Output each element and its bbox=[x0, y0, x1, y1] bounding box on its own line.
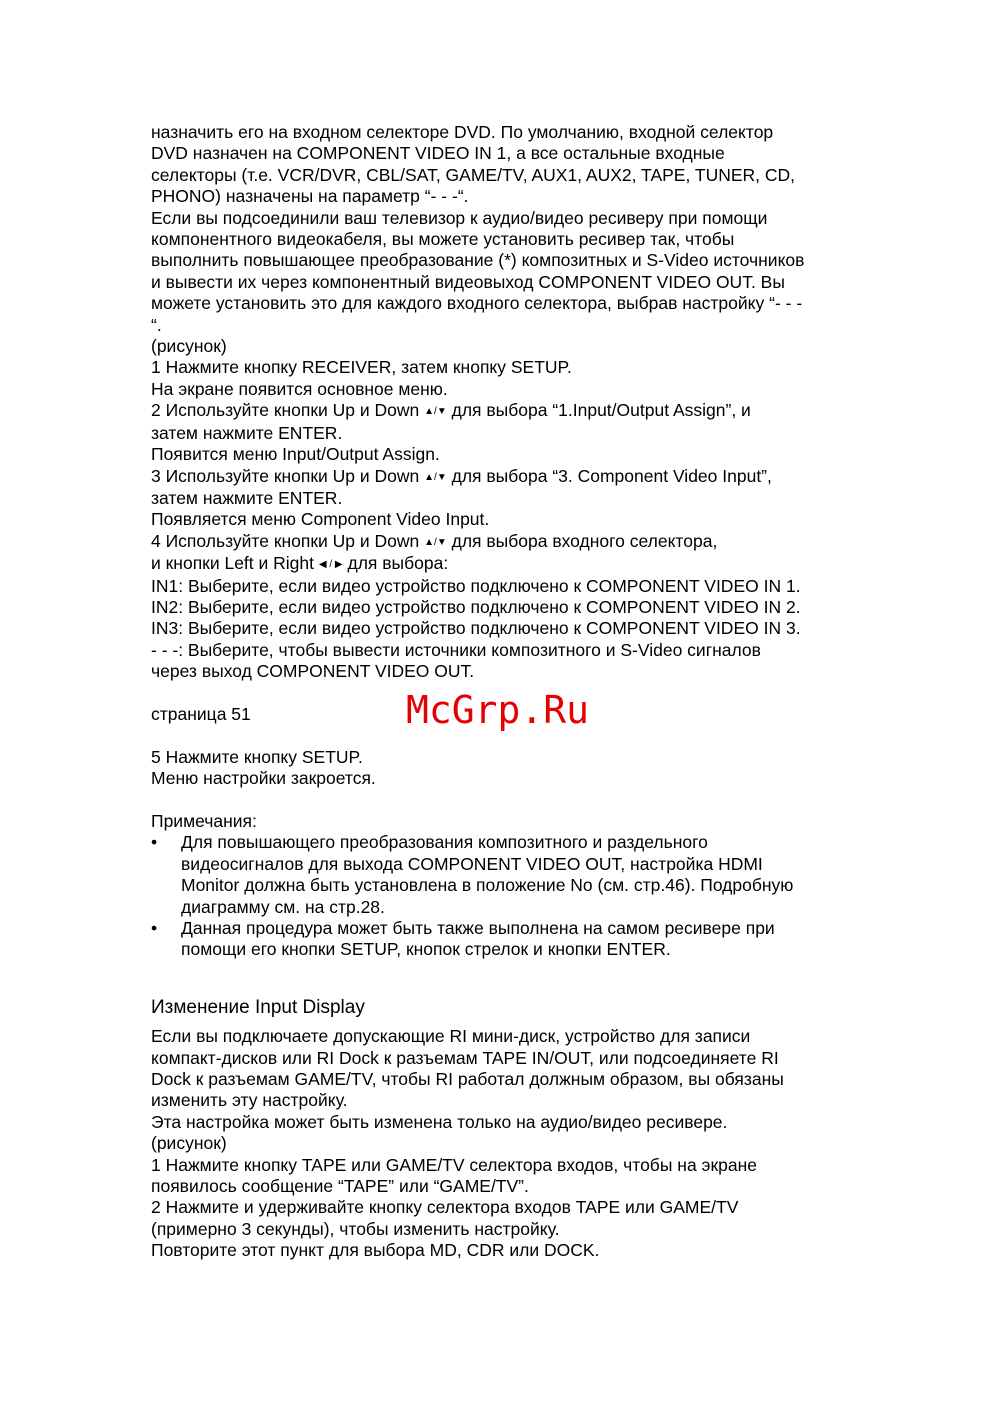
step-4-line bbox=[151, 531, 851, 553]
option-line: IN2: Выберите, если видео устройство подключено к COMPONENT VIDEO IN 2. bbox=[151, 596, 801, 617]
note-line: видеосигналов для выхода COMPONENT VIDEO OUT, настройка HDMI bbox=[181, 853, 763, 874]
step-5-line: 5 Нажмите кнопку SETUP. bbox=[151, 746, 363, 767]
note-item bbox=[151, 832, 851, 918]
step-2-line bbox=[151, 400, 851, 422]
step-4-text: 4 Используйте кнопки Up и Down bbox=[151, 530, 420, 551]
step-2-text-cont: для выбора “1.Input/Output Assign”, и bbox=[451, 400, 751, 421]
page-label: страница 51 bbox=[151, 703, 251, 724]
step-3-text: 3 Используйте кнопки Up и Down bbox=[151, 465, 420, 486]
note-line: Для повышающего преобразования композитного и раздельного bbox=[181, 832, 708, 853]
notes-title: Примечания: bbox=[151, 810, 257, 831]
intro-line: PHONO) назначены на параметр “- - -“. bbox=[151, 186, 469, 207]
section-line: появилось сообщение “TAPE” или “GAME/TV”. bbox=[151, 1176, 529, 1197]
step-4-text-cont: для выбора входного селектора, bbox=[451, 530, 718, 551]
step-4-text-cont: для выбора: bbox=[347, 553, 449, 574]
note-line: Данная процедура может быть также выполнена на самом ресивере при bbox=[181, 917, 775, 938]
step-2-line: затем нажмите ENTER. bbox=[151, 422, 343, 443]
step-3-result: Появляется меню Component Video Input. bbox=[151, 509, 490, 530]
step-2-text: 2 Используйте кнопки Up и Down bbox=[151, 400, 420, 421]
section-line: компакт-дисков или RI Dock к разъемам TAPE IN/OUT, или подсоединяете RI bbox=[151, 1047, 779, 1068]
intro-line: DVD назначен на COMPONENT VIDEO IN 1, а все остальные входные bbox=[151, 143, 725, 164]
note-item bbox=[151, 918, 851, 961]
option-line: - - -: Выберите, чтобы вывести источники композитного и S-Video сигналов bbox=[151, 639, 761, 660]
section-line: 2 Нажмите и удерживайте кнопку селектора входов TAPE или GAME/TV bbox=[151, 1197, 739, 1218]
step-2-result: Появится меню Input/Output Assign. bbox=[151, 444, 440, 465]
step-4-text: и кнопки Left и Right bbox=[151, 553, 315, 574]
left-right-arrows-icon: ◀ / ▶ bbox=[318, 559, 343, 571]
note-line: Monitor должна быть установлена в положение No (см. стр.46). Подробную bbox=[181, 875, 794, 896]
intro-line: селекторы (т.е. VCR/DVR, CBL/SAT, GAME/TV, AUX1, AUX2, TAPE, TUNER, CD, bbox=[151, 164, 796, 185]
section-line: Dock к разъемам GAME/TV, чтобы RI работал должным образом, вы обязаны bbox=[151, 1069, 784, 1089]
intro-line: (рисунок) bbox=[151, 336, 227, 357]
note-line: помощи его кнопки SETUP, кнопок стрелок и кнопки ENTER. bbox=[181, 939, 671, 960]
section-line: 1 Нажмите кнопку TAPE или GAME/TV селектора входов, чтобы на экране bbox=[151, 1154, 757, 1175]
up-down-arrows-icon: ▲/▼ bbox=[424, 471, 447, 483]
intro-line: выполнить повышающее преобразование (*) композитных и S-Video источников bbox=[151, 250, 805, 271]
intro-line: компонентного видеокабеля, вы можете установить ресивер так, чтобы bbox=[151, 229, 735, 250]
note-line: диаграмму см. на стр.28. bbox=[181, 896, 385, 917]
section-line: изменить эту настройку. bbox=[151, 1090, 348, 1111]
up-down-arrows-icon: ▲/▼ bbox=[424, 406, 447, 418]
up-down-arrows-icon: ▲/▼ bbox=[424, 536, 447, 548]
intro-line: На экране появится основное меню. bbox=[151, 378, 448, 399]
option-line: через выход COMPONENT VIDEO OUT. bbox=[151, 661, 475, 682]
step-3-text-cont: для выбора “3. Component Video Input”, bbox=[451, 465, 772, 486]
intro-line: назначить его на входном селекторе DVD. По умолчанию, входной селектор bbox=[151, 122, 774, 142]
bullet-icon: • bbox=[151, 917, 158, 938]
section-line: Повторите этот пункт для выбора MD, CDR или DOCK. bbox=[151, 1240, 600, 1261]
step-3-line: затем нажмите ENTER. bbox=[151, 487, 343, 508]
step-3-line bbox=[151, 466, 851, 488]
section-heading: Изменение Input Display bbox=[151, 997, 365, 1019]
step-4-line bbox=[151, 553, 851, 575]
section-line: Если вы подключаете допускающие RI мини-диск, устройство для записи bbox=[151, 1026, 751, 1047]
option-line: IN3: Выберите, если видео устройство подключено к COMPONENT VIDEO IN 3. bbox=[151, 618, 801, 639]
section-line: (рисунок) bbox=[151, 1133, 227, 1154]
intro-line: “. bbox=[151, 314, 162, 335]
section-line: Эта настройка может быть изменена только на аудио/видео ресивере. bbox=[151, 1111, 728, 1132]
intro-line: можете установить это для каждого входного селектора, выбрав настройку “- - - bbox=[151, 293, 803, 314]
watermark-logo: McGrp.Ru bbox=[406, 688, 590, 732]
option-line: IN1: Выберите, если видео устройство подключено к COMPONENT VIDEO IN 1. bbox=[151, 575, 801, 596]
intro-line: и вывести их через компонентный видеовыход COMPONENT VIDEO OUT. Вы bbox=[151, 271, 785, 292]
intro-line: Если вы подсоединили ваш телевизор к аудио/видео ресиверу при помощи bbox=[151, 207, 768, 228]
step-5-line: Меню настройки закроется. bbox=[151, 768, 376, 789]
intro-line: 1 Нажмите кнопку RECEIVER, затем кнопку SETUP. bbox=[151, 357, 572, 378]
bullet-icon: • bbox=[151, 832, 158, 853]
section-line: (примерно 3 секунды), чтобы изменить настройку. bbox=[151, 1218, 560, 1239]
